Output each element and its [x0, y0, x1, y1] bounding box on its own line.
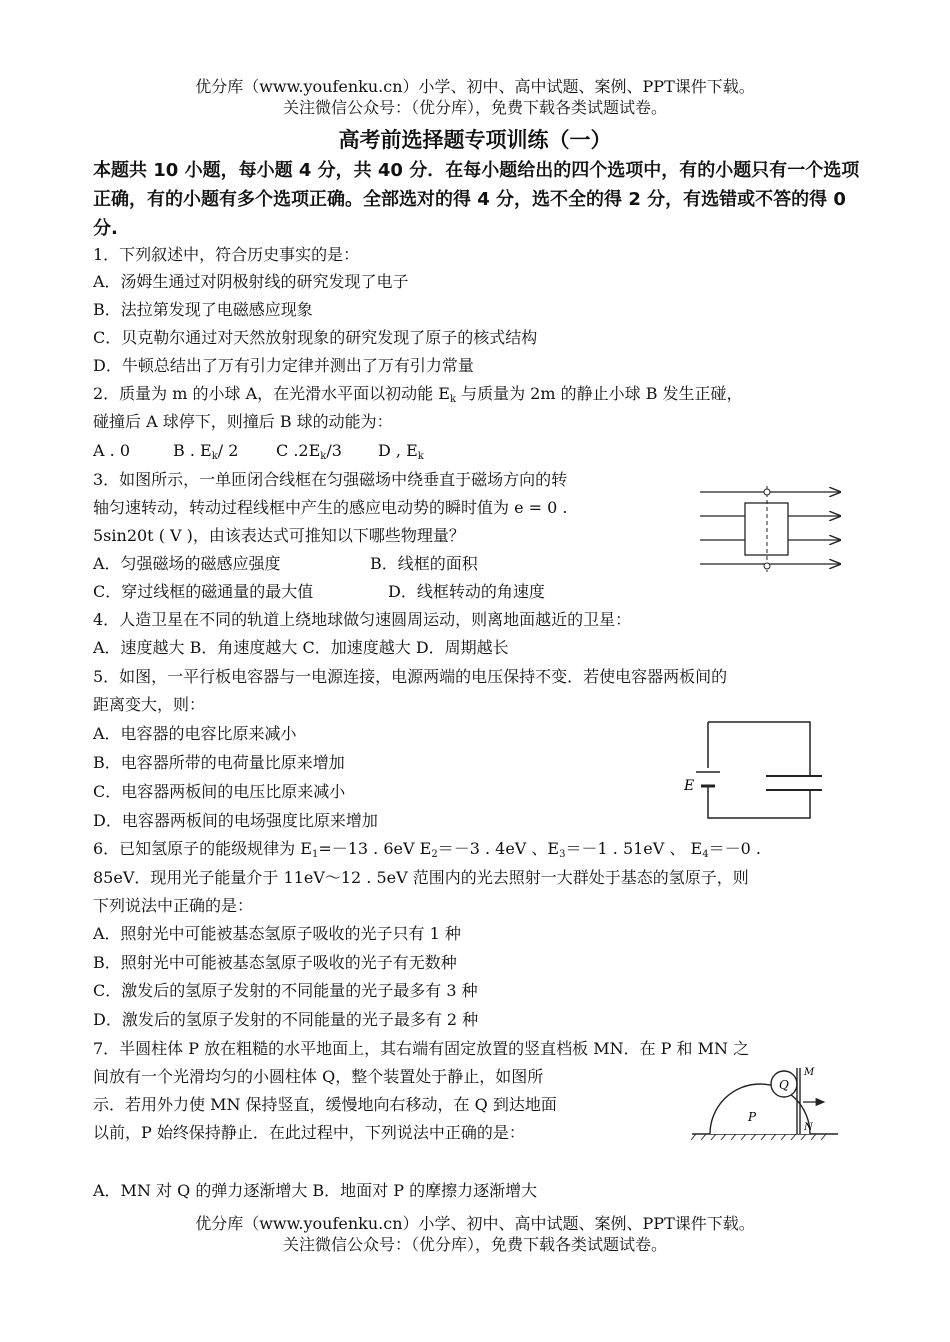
header-line-2: 关注微信公众号：（优分库），免费下载各类试题试卷。 — [282, 98, 667, 117]
q5-option-c: C．电容器两板间的电压比原来减小 — [93, 782, 346, 801]
q7-stem-line-1: 7．半圆柱体 P 放在粗糙的水平地面上，其右端有固定放置的竖直档板 MN．在 P 和 MN 之 — [93, 1039, 750, 1058]
q1-stem: 1．下列叙述中，符合历史事实的是： — [93, 245, 360, 264]
q3-option-b: B．线框的面积 — [370, 554, 478, 573]
q6-stem-line-1: 6．已知氢原子的能级规律为 $E_1=-13$ . 6eV $E_2=-3$ . 4eV 、$E_3=-1$ . 51eV 、 $E_4=-0$ . — [93, 839, 761, 860]
p-label: P — [748, 1110, 757, 1124]
q6-option-d: D．激发后的氢原子发射的不同能量的光子最多有 2 种 — [93, 1010, 479, 1029]
q7-options: A．MN 对 Q 的弹力逐渐增大 B．地面对 P 的摩擦力逐渐增大 — [93, 1181, 538, 1200]
q2-stem-line-2: 碰撞后 A 球停下，则撞后 B 球的动能为： — [93, 412, 393, 431]
q2-option-c: C $.2E_k/3$ — [276, 441, 342, 462]
q6-option-a: A．照射光中可能被基态氢原子吸收的光子只有 1 种 — [93, 924, 461, 943]
header-line-1: 优分库（www.youfenku.cn）小学、初中、高中试题、案例、PPT课件下载。 — [195, 77, 755, 96]
q3-option-d: D．线框转动的角速度 — [388, 582, 545, 601]
q1-option-a: A．汤姆生通过对阴极射线的研究发现了电子 — [93, 272, 409, 291]
q5-stem-line-2: 距离变大，则： — [93, 695, 206, 714]
q6-option-c: C．激发后的氢原子发射的不同能量的光子最多有 3 种 — [93, 981, 478, 1000]
capacitor-circuit-figure — [680, 712, 830, 824]
q5-stem-line-1: 5．如图，一平行板电容器与一电源连接，电源两端的电压保持不变．若使电容器两板间的 — [93, 667, 728, 686]
q5-option-b: B．电容器所带的电荷量比原来增加 — [93, 753, 345, 772]
q1-option-b: B．法拉第发现了电磁感应现象 — [93, 300, 313, 319]
q3-option-a: A．匀强磁场的磁感应强度 — [93, 554, 281, 573]
magnetic-field-figure — [695, 478, 850, 578]
q3-option-c: C．穿过线框的磁通量的最大值 — [93, 582, 314, 601]
q2-option-b: B . $E_k/$ 2 — [173, 441, 239, 462]
q7-stem-line-2: 间放有一个光滑均匀的小圆柱体 Q，整个装置处于静止，如图所 — [93, 1067, 544, 1086]
q3-stem-line-2: 轴匀速转动，转动过程线框中产生的感应电动势的瞬时值为 e = 0 . — [93, 498, 568, 517]
q4-options: A．速度越大 B．角速度越大 C．加速度越大 D．周期越长 — [93, 638, 509, 657]
q2-option-a: A . 0 — [93, 441, 130, 460]
m-label: M — [804, 1067, 815, 1078]
footer-line-2: 关注微信公众号：（优分库），免费下载各类试题试卷。 — [282, 1235, 667, 1254]
q4-stem: 4．人造卫星在不同的轨道上绕地球做匀速圆周运动，则离地面越近的卫星： — [93, 610, 632, 629]
battery-label: E — [684, 778, 695, 794]
instructions: 本题共 10 小题，每小题 4 分，共 40 分．在每小题给出的四个选项中，有的小题只有一个选项正确，有的小题有多个选项正确。全部选对的得 4 分，选不全的得 2 分，有选错或不答的得 0 分. — [93, 160, 860, 239]
footer-line-1: 优分库（www.youfenku.cn）小学、初中、高中试题、案例、PPT课件下载。 — [195, 1214, 755, 1233]
q1-option-d: D．牛顿总结出了万有引力定律并测出了万有引力常量 — [93, 356, 474, 375]
q3-stem-line-3: 5sin20t ( V )，由该表达式可推知以下哪些物理量？ — [93, 526, 465, 545]
q5-option-d: D．电容器两板间的电场强度比原来增加 — [93, 811, 378, 830]
n-label: N — [804, 1122, 813, 1133]
q7-stem-line-4: 以前，P 始终保持静止．在此过程中，下列说法中正确的是： — [93, 1123, 525, 1142]
q7-stem-line-3: 示．若用外力使 MN 保持竖直，缓慢地向右移动，在 Q 到达地面 — [93, 1095, 557, 1114]
q2-stem-line-1: 2．质量为 m 的小球 A，在光滑水平面以初动能 $E_k$ 与质量为 2m 的静止小球 B 发生正碰， — [93, 384, 743, 405]
q5-option-a: A．电容器的电容比原来减小 — [93, 724, 297, 743]
q6-option-b: B．照射光中可能被基态氢原子吸收的光子有无数种 — [93, 953, 457, 972]
q3-stem-line-1: 3．如图所示，一单匝闭合线框在匀强磁场中绕垂直于磁场方向的转 — [93, 470, 568, 489]
page-title: 高考前选择题专项训练（一） — [338, 128, 612, 152]
q-label: Q — [779, 1078, 789, 1092]
q1-option-c: C．贝克勒尔通过对天然放射现象的研究发现了原子的核式结构 — [93, 328, 538, 347]
q6-stem-line-3: 下列说法中正确的是： — [93, 896, 254, 915]
q6-stem-line-2: 85eV．现用光子能量介于 11eV～12 . 5eV 范围内的光去照射一大群处于基态的氢原子，则 — [93, 868, 749, 887]
q2-option-d: D , $E_k$ — [378, 441, 424, 462]
half-cylinder-figure — [688, 1062, 848, 1146]
